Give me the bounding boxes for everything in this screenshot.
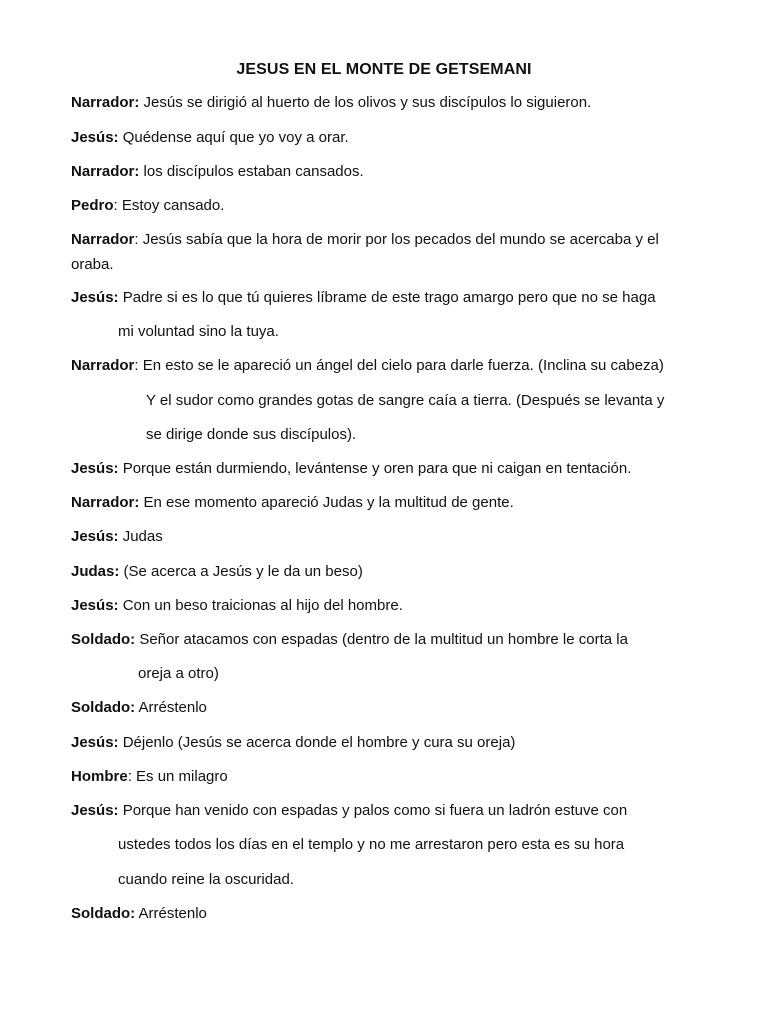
dialogue-text: mi voluntad sino la tuya. <box>118 323 279 340</box>
speaker-label: Judas: <box>71 563 120 580</box>
dialogue-line-continuation <box>118 835 624 855</box>
dialogue-text: : Jesús sabía que la hora de morir por los pecados del mundo se acercaba y el <box>134 231 659 248</box>
speaker-label: Narrador <box>71 231 135 248</box>
speaker-label: Soldado: <box>71 905 136 922</box>
dialogue-line <box>71 459 631 479</box>
dialogue-line-continuation <box>71 255 114 275</box>
dialogue-text: oreja a otro) <box>138 665 219 682</box>
speaker-label: Jesús: <box>71 528 119 545</box>
dialogue-text: (Se acerca a Jesús y le da un beso) <box>119 563 363 580</box>
dialogue-line <box>71 196 224 216</box>
dialogue-text: Déjenlo (Jesús se acerca donde el hombre y cura su oreja) <box>118 734 516 751</box>
speaker-label: Narrador: <box>71 163 140 180</box>
dialogue-line <box>71 562 363 582</box>
dialogue-line-continuation <box>146 391 664 411</box>
dialogue-line <box>71 356 664 376</box>
dialogue-text: se dirige donde sus discípulos). <box>146 426 357 443</box>
dialogue-text: Jesús se dirigió al huerto de los olivos y sus discípulos lo siguieron. <box>139 94 592 111</box>
dialogue-text: Arréstenlo <box>135 699 207 716</box>
dialogue-text: cuando reine la oscuridad. <box>118 871 294 888</box>
speaker-label: Soldado: <box>71 631 136 648</box>
dialogue-line <box>71 493 514 513</box>
speaker-label: Narrador: <box>71 94 140 111</box>
dialogue-text: : Es un milagro <box>127 768 228 785</box>
dialogue-line <box>71 801 627 821</box>
dialogue-text: Porque han venido con espadas y palos como si fuera un ladrón estuve con <box>118 802 628 819</box>
dialogue-line <box>71 767 228 787</box>
dialogue-line-continuation <box>138 664 219 684</box>
speaker-label: Hombre <box>71 768 128 785</box>
dialogue-text: Judas <box>118 528 163 545</box>
dialogue-line <box>71 527 163 547</box>
dialogue-line <box>71 733 515 753</box>
dialogue-line <box>71 162 364 182</box>
dialogue-line-continuation <box>118 322 279 342</box>
dialogue-line <box>71 596 403 616</box>
speaker-label: Soldado: <box>71 699 136 716</box>
dialogue-line <box>71 128 349 148</box>
dialogue-line <box>71 93 591 113</box>
dialogue-text: : En esto se le apareció un ángel del cielo para darle fuerza. (Inclina su cabeza) <box>134 357 664 374</box>
speaker-label: Pedro <box>71 197 114 214</box>
speaker-label: Narrador: <box>71 494 140 511</box>
dialogue-line <box>71 904 207 924</box>
document-title: JESUS EN EL MONTE DE GETSEMANI <box>236 61 532 78</box>
speaker-label: Jesús: <box>71 734 119 751</box>
speaker-label: Jesús: <box>71 129 119 146</box>
dialogue-text: Quédense aquí que yo voy a orar. <box>118 129 349 146</box>
dialogue-text: oraba. <box>71 256 114 273</box>
dialogue-line <box>71 288 656 308</box>
dialogue-line <box>71 698 207 718</box>
dialogue-text: Arréstenlo <box>135 905 207 922</box>
dialogue-text: : Estoy cansado. <box>113 197 225 214</box>
dialogue-text: En ese momento apareció Judas y la multitud de gente. <box>139 494 514 511</box>
dialogue-text: Padre si es lo que tú quieres líbrame de este trago amargo pero que no se haga <box>118 289 656 306</box>
dialogue-line-continuation <box>118 870 294 890</box>
dialogue-line <box>71 630 628 650</box>
dialogue-line-continuation <box>146 425 356 445</box>
speaker-label: Jesús: <box>71 460 119 477</box>
dialogue-text: Con un beso traicionas al hijo del hombre. <box>118 597 403 614</box>
dialogue-line <box>71 230 659 250</box>
dialogue-text: Y el sudor como grandes gotas de sangre caía a tierra. (Después se levanta y <box>146 392 665 409</box>
speaker-label: Jesús: <box>71 597 119 614</box>
dialogue-text: ustedes todos los días en el templo y no me arrestaron pero esta es su hora <box>118 836 625 853</box>
speaker-label: Narrador <box>71 357 135 374</box>
dialogue-text: Porque están durmiendo, levántense y oren para que ni caigan en tentación. <box>118 460 632 477</box>
speaker-label: Jesús: <box>71 289 119 306</box>
dialogue-text: Señor atacamos con espadas (dentro de la multitud un hombre le corta la <box>135 631 628 648</box>
dialogue-text: los discípulos estaban cansados. <box>139 163 364 180</box>
speaker-label: Jesús: <box>71 802 119 819</box>
